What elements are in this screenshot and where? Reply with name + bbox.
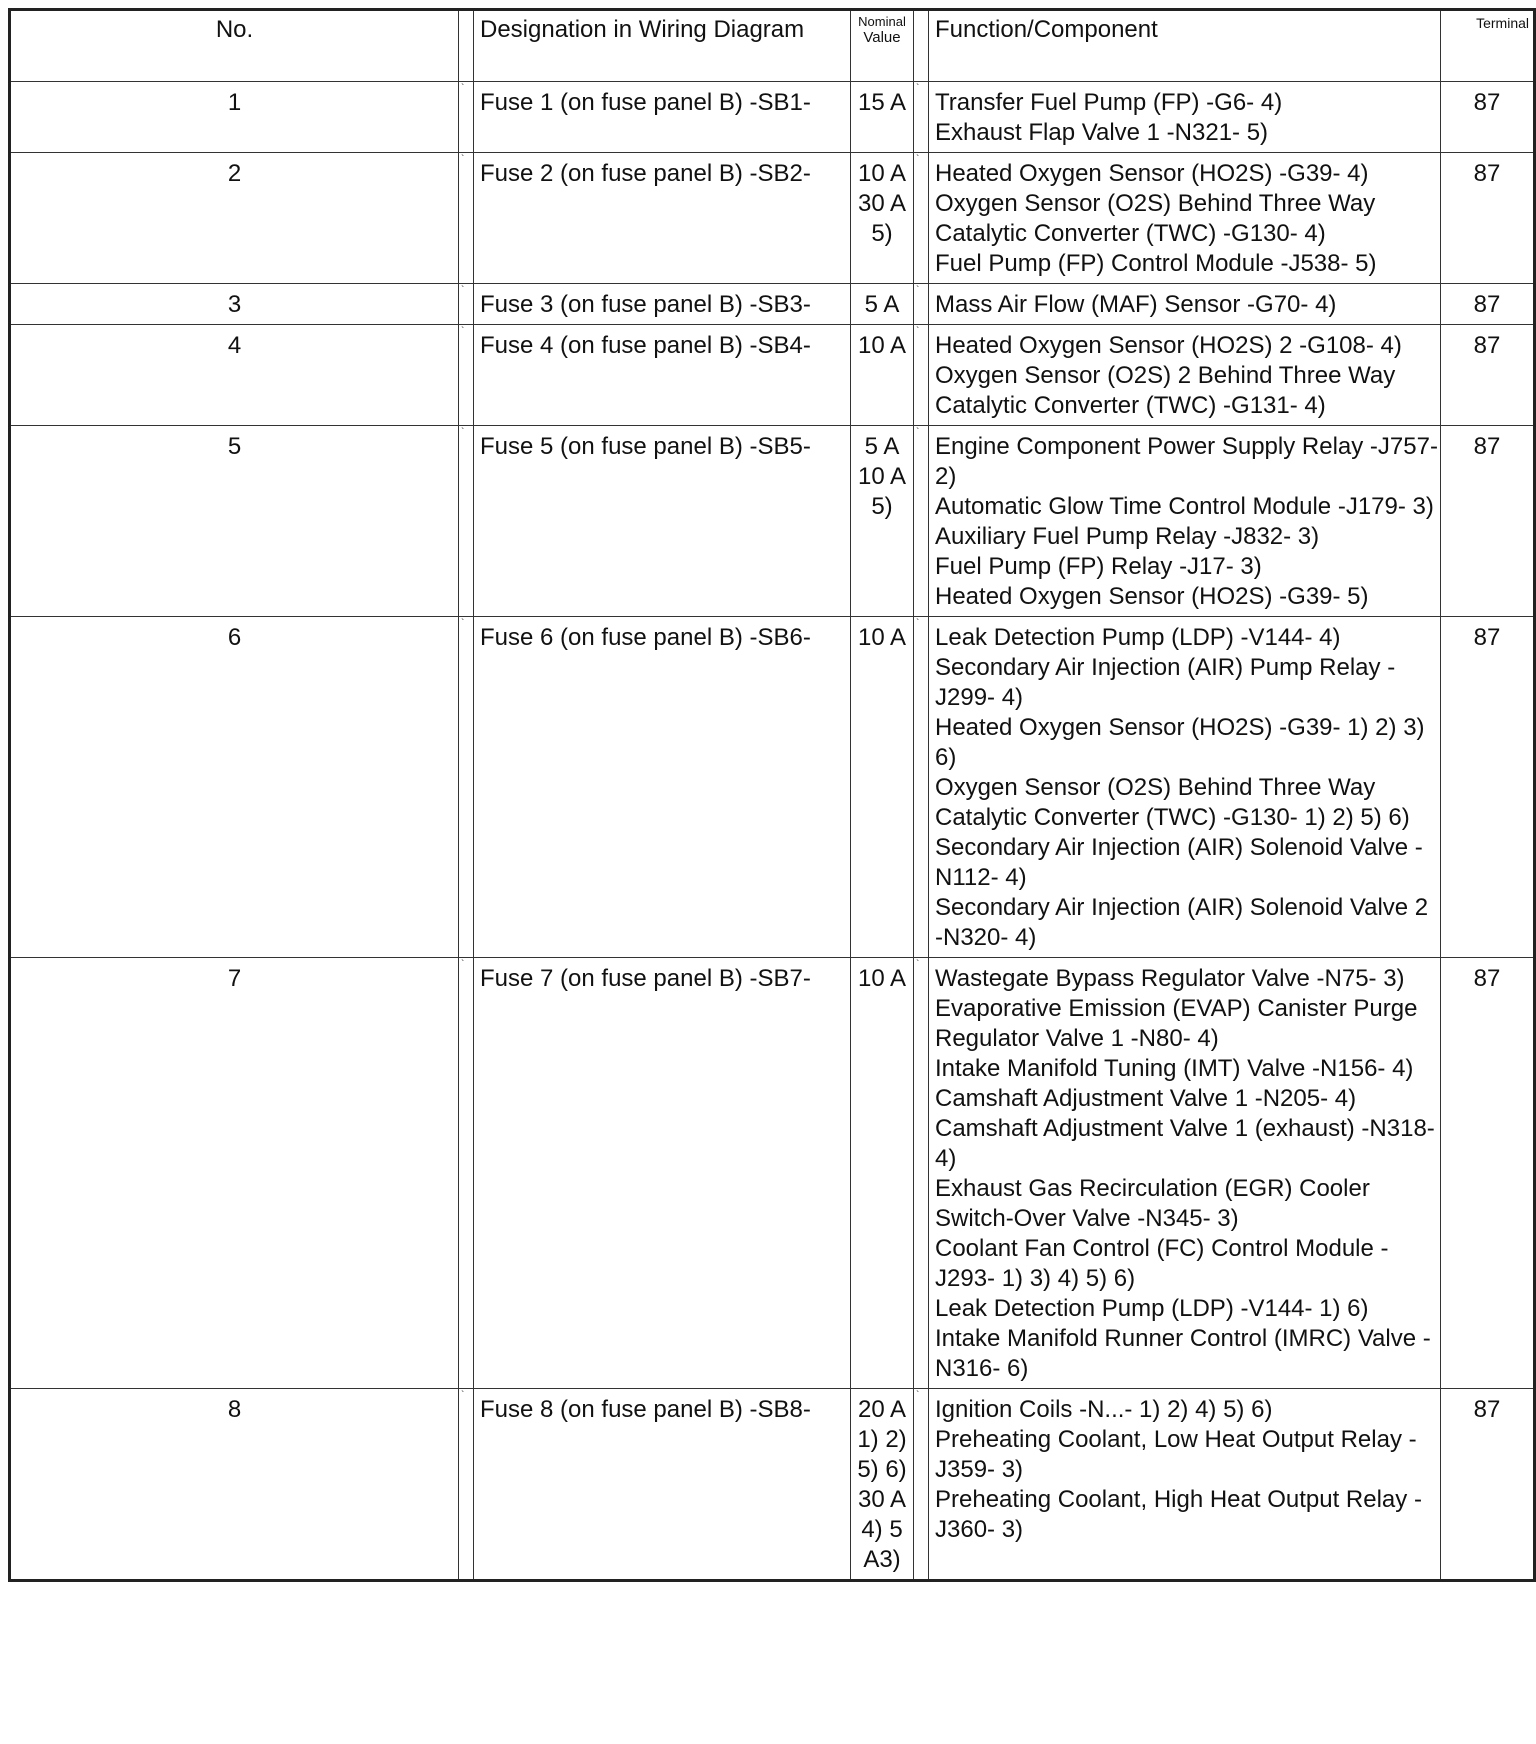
spacer-cell <box>914 617 929 958</box>
tick-mark: ` <box>461 1390 465 1401</box>
terminal-text: 87 <box>1473 624 1501 651</box>
tick-mark: ` <box>916 83 920 94</box>
terminal-text: 87 <box>1473 332 1501 359</box>
terminal-cell <box>1441 153 1535 284</box>
function-item: Camshaft Adjustment Valve 1 -N205- 4) <box>935 1085 1357 1112</box>
table-row <box>10 82 1535 153</box>
nominal-value-text: 5 A <box>864 291 900 318</box>
fuse-number: 5 <box>227 433 242 460</box>
spacer-cell <box>459 153 474 284</box>
fuse-number-cell <box>10 82 459 153</box>
tick-mark: ` <box>461 154 465 165</box>
function-item: Heated Oxygen Sensor (HO2S) -G39- 1) 2) 3) 6) <box>935 714 1425 771</box>
terminal-text: 87 <box>1473 433 1501 460</box>
function-list <box>935 426 1440 616</box>
spacer-cell <box>459 284 474 325</box>
designation-cell <box>474 617 851 958</box>
designation-cell <box>474 153 851 284</box>
table-row <box>10 1389 1535 1581</box>
designation-text: Fuse 7 (on fuse panel B) -SB7- <box>480 965 811 992</box>
function-list <box>935 958 1440 1388</box>
function-list <box>935 1389 1440 1549</box>
function-cell <box>929 617 1441 958</box>
spacer-cell <box>459 958 474 1389</box>
terminal-cell <box>1441 426 1535 617</box>
spacer-cell <box>914 153 929 284</box>
nominal-value-cell <box>851 325 914 426</box>
header-function: Function/Component <box>929 10 1441 82</box>
designation-cell <box>474 426 851 617</box>
tick-mark: ` <box>916 154 920 165</box>
function-cell <box>929 958 1441 1389</box>
nominal-value-cell <box>851 1389 914 1581</box>
designation-text: Fuse 6 (on fuse panel B) -SB6- <box>480 624 811 651</box>
table-row <box>10 958 1535 1389</box>
function-item: Coolant Fan Control (FC) Control Module -J293- 1) 3) 4) 5) 6) <box>935 1235 1389 1292</box>
spacer-cell <box>459 325 474 426</box>
tick-mark: ` <box>916 427 920 438</box>
nominal-value-text: 20 A 1) 2) 5) 6) 30 A4) 5 A3) <box>857 1396 907 1573</box>
table-row <box>10 153 1535 284</box>
fuse-number: 2 <box>227 160 242 187</box>
designation-cell <box>474 284 851 325</box>
function-item: Camshaft Adjustment Valve 1 (exhaust) -N318- 4) <box>935 1115 1435 1172</box>
function-item: Transfer Fuel Pump (FP) -G6- 4) <box>935 89 1283 116</box>
function-item: Automatic Glow Time Control Module -J179- 3) <box>935 493 1434 520</box>
terminal-text: 87 <box>1473 89 1501 116</box>
function-cell <box>929 1389 1441 1581</box>
fuse-number-cell <box>10 284 459 325</box>
function-item: Intake Manifold Tuning (IMT) Valve -N156- 4) <box>935 1055 1414 1082</box>
header-row <box>10 10 1535 82</box>
nominal-value-cell <box>851 958 914 1389</box>
function-item: Secondary Air Injection (AIR) Solenoid Valve 2 -N320- 4) <box>935 894 1429 951</box>
header-terminal: Terminal <box>1441 10 1535 82</box>
nominal-value-cell <box>851 82 914 153</box>
terminal-cell <box>1441 284 1535 325</box>
nominal-value-text: 10 A <box>857 332 907 359</box>
spacer-cell <box>914 1389 929 1581</box>
function-item: Preheating Coolant, High Heat Output Relay -J360- 3) <box>935 1486 1422 1543</box>
designation-cell <box>474 325 851 426</box>
function-item: Heated Oxygen Sensor (HO2S) -G39- 4) <box>935 160 1369 187</box>
fuse-number: 8 <box>227 1396 242 1423</box>
function-item: Leak Detection Pump (LDP) -V144- 1) 6) <box>935 1295 1369 1322</box>
spacer-cell <box>459 1389 474 1581</box>
nominal-value-cell <box>851 284 914 325</box>
fuse-number-cell <box>10 1389 459 1581</box>
tick-mark: ` <box>916 618 920 629</box>
function-cell <box>929 284 1441 325</box>
function-item: Oxygen Sensor (O2S) Behind Three Way Catalytic Converter (TWC) -G130- 1) 2) 5) 6) <box>935 774 1410 831</box>
designation-text: Fuse 1 (on fuse panel B) -SB1- <box>480 89 811 116</box>
spacer-cell <box>914 82 929 153</box>
function-item: Evaporative Emission (EVAP) Canister Purge Regulator Valve 1 -N80- 4) <box>935 995 1418 1052</box>
spacer-cell <box>459 82 474 153</box>
function-item: Mass Air Flow (MAF) Sensor -G70- 4) <box>935 291 1337 318</box>
terminal-cell <box>1441 325 1535 426</box>
tick-mark: ` <box>461 618 465 629</box>
designation-text: Fuse 2 (on fuse panel B) -SB2- <box>480 160 811 187</box>
header-nominal-value: Nominal Value <box>851 10 914 82</box>
function-cell <box>929 82 1441 153</box>
fuse-number-cell <box>10 426 459 617</box>
terminal-text: 87 <box>1473 160 1501 187</box>
fuse-number-cell <box>10 617 459 958</box>
nominal-value-cell <box>851 617 914 958</box>
table-row <box>10 325 1535 426</box>
function-list <box>935 82 1440 152</box>
fuse-number-cell <box>10 958 459 1389</box>
function-item: Preheating Coolant, Low Heat Output Relay -J359- 3) <box>935 1426 1417 1483</box>
table-row <box>10 426 1535 617</box>
fuse-number: 6 <box>227 624 242 651</box>
function-item: Oxygen Sensor (O2S) Behind Three Way Catalytic Converter (TWC) -G130- 4) <box>935 190 1376 247</box>
tick-mark: ` <box>461 427 465 438</box>
function-list <box>935 617 1440 957</box>
nominal-value-cell <box>851 426 914 617</box>
fuse-number: 1 <box>227 89 242 116</box>
function-item: Heated Oxygen Sensor (HO2S) -G39- 5) <box>935 583 1369 610</box>
terminal-text: 87 <box>1473 1396 1501 1423</box>
function-list <box>935 153 1440 283</box>
spacer-cell <box>914 426 929 617</box>
nominal-value-text: 5 A 10 A5) <box>857 433 907 520</box>
function-item: Fuel Pump (FP) Relay -J17- 3) <box>935 553 1262 580</box>
header-no: No. <box>10 10 459 82</box>
function-item: Auxiliary Fuel Pump Relay -J832- 3) <box>935 523 1320 550</box>
terminal-text: 87 <box>1473 965 1501 992</box>
function-item: Engine Component Power Supply Relay -J757- 2) <box>935 433 1438 490</box>
designation-text: Fuse 4 (on fuse panel B) -SB4- <box>480 332 811 359</box>
fuse-number: 4 <box>227 332 242 359</box>
fuse-number: 7 <box>227 965 242 992</box>
tick-mark: ` <box>916 959 920 970</box>
header-designation: Designation in Wiring Diagram <box>474 10 851 82</box>
terminal-cell <box>1441 1389 1535 1581</box>
terminal-cell <box>1441 617 1535 958</box>
nominal-value-text: 10 A <box>857 624 907 651</box>
function-item: Fuel Pump (FP) Control Module -J538- 5) <box>935 250 1377 277</box>
tick-mark: ` <box>461 326 465 337</box>
function-item: Secondary Air Injection (AIR) Solenoid Valve -N112- 4) <box>935 834 1423 891</box>
function-item: Wastegate Bypass Regulator Valve -N75- 3) <box>935 965 1405 992</box>
fuse-number-cell <box>10 325 459 426</box>
fuse-number-cell <box>10 153 459 284</box>
function-item: Exhaust Gas Recirculation (EGR) Cooler Switch-Over Valve -N345- 3) <box>935 1175 1370 1232</box>
terminal-cell <box>1441 958 1535 1389</box>
designation-text: Fuse 3 (on fuse panel B) -SB3- <box>480 291 811 318</box>
header-spacer <box>459 10 474 82</box>
designation-text: Fuse 8 (on fuse panel B) -SB8- <box>480 1396 811 1423</box>
nominal-value-text: 10 A <box>857 965 907 992</box>
function-item: Heated Oxygen Sensor (HO2S) 2 -G108- 4) <box>935 332 1402 359</box>
tick-mark: ` <box>916 285 920 296</box>
tick-mark: ` <box>916 326 920 337</box>
function-list <box>935 284 1440 324</box>
designation-cell <box>474 1389 851 1581</box>
function-item: Exhaust Flap Valve 1 -N321- 5) <box>935 119 1269 146</box>
table-row <box>10 617 1535 958</box>
function-item: Secondary Air Injection (AIR) Pump Relay -J299- 4) <box>935 654 1396 711</box>
spacer-cell <box>914 325 929 426</box>
nominal-value-cell <box>851 153 914 284</box>
function-item: Oxygen Sensor (O2S) 2 Behind Three Way Catalytic Converter (TWC) -G131- 4) <box>935 362 1396 419</box>
nominal-value-text: 15 A <box>857 89 907 116</box>
fuse-table <box>8 8 1536 1582</box>
nominal-value-text: 10 A 30 A5) <box>857 160 907 247</box>
function-cell <box>929 325 1441 426</box>
tick-mark: ` <box>461 959 465 970</box>
designation-text: Fuse 5 (on fuse panel B) -SB5- <box>480 433 811 460</box>
function-list <box>935 325 1440 425</box>
designation-cell <box>474 958 851 1389</box>
header-spacer <box>914 10 929 82</box>
function-cell <box>929 153 1441 284</box>
function-item: Ignition Coils -N...- 1) 2) 4) 5) 6) <box>935 1396 1273 1423</box>
tick-mark: ` <box>461 285 465 296</box>
designation-cell <box>474 82 851 153</box>
function-item: Intake Manifold Runner Control (IMRC) Valve -N316- 6) <box>935 1325 1431 1382</box>
tick-mark: ` <box>916 1390 920 1401</box>
tick-mark: ` <box>461 83 465 94</box>
table-row <box>10 284 1535 325</box>
terminal-cell <box>1441 82 1535 153</box>
spacer-cell <box>459 426 474 617</box>
spacer-cell <box>459 617 474 958</box>
spacer-cell <box>914 958 929 1389</box>
spacer-cell <box>914 284 929 325</box>
terminal-text: 87 <box>1473 291 1501 318</box>
fuse-number: 3 <box>227 291 242 318</box>
function-cell <box>929 426 1441 617</box>
function-item: Leak Detection Pump (LDP) -V144- 4) <box>935 624 1341 651</box>
